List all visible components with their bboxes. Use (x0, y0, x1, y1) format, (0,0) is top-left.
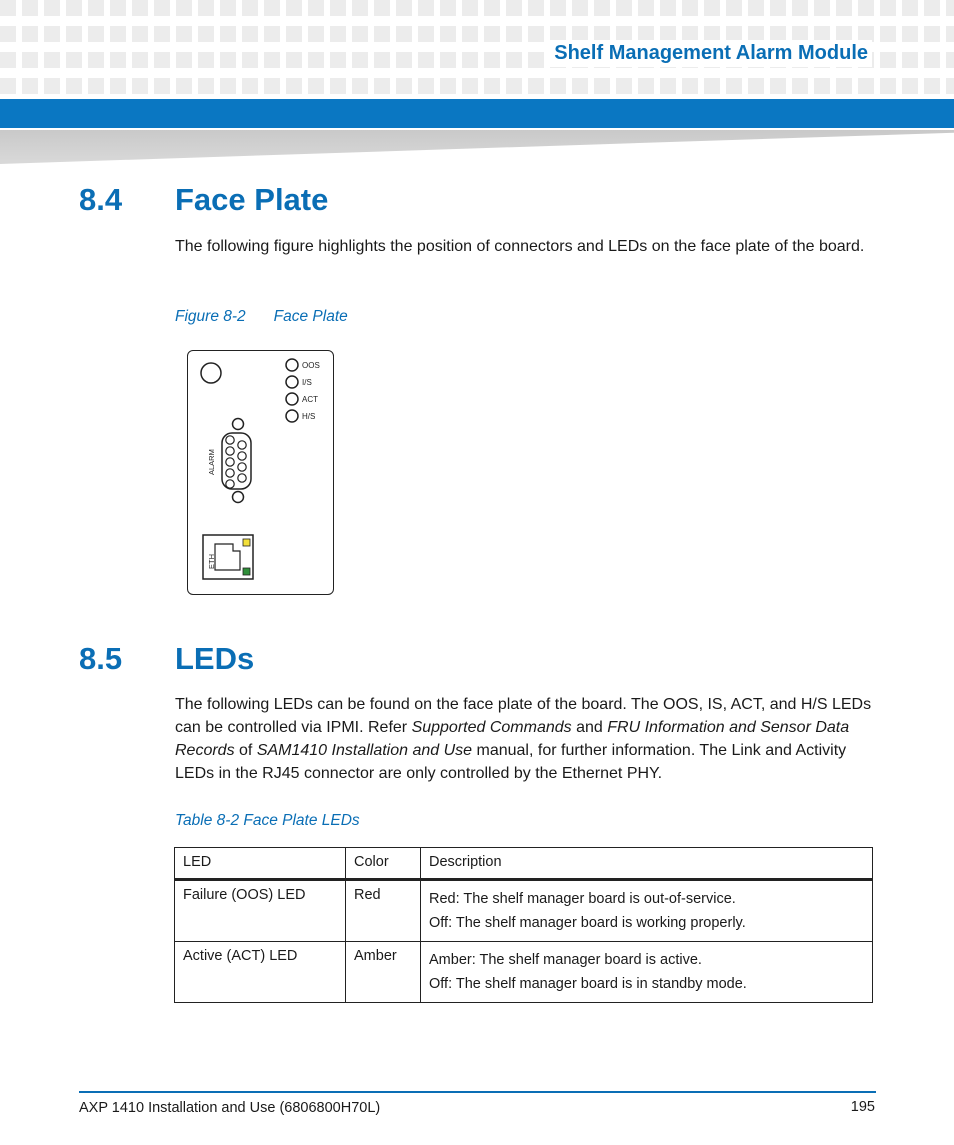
figure-caption (175, 308, 348, 326)
table-header-row (175, 848, 873, 880)
header-blue-bar (0, 99, 954, 128)
figure-title: Face Plate (273, 308, 348, 325)
face-plate-leds-table (174, 847, 873, 1003)
description-line: Amber: The shelf manager board is active. (429, 952, 702, 968)
alarm-label: ALARM (207, 449, 216, 475)
hs-led-icon (286, 410, 298, 422)
oos-led-label: OOS (302, 361, 320, 370)
page-number: 195 (850, 1099, 875, 1115)
figure-label: Figure 8-2 (175, 308, 246, 325)
column-header-led: LED (175, 848, 346, 880)
table-row (175, 880, 873, 942)
footer-rule (79, 1091, 876, 1093)
leds-intro-paragraph: The following LEDs can be found on the face plate of the board. The OOS, IS, ACT, and H/S LEDs can be controlled via IPMI. Refer Supported Commands and FRU Information and Sensor Data Records of SAM1410 Installation and Use manual, for further information. The Link and Activity LEDs in the RJ45 connector are only controlled by the Ethernet PHY. (175, 696, 872, 782)
rj45-socket-icon (215, 544, 240, 570)
alarm-screw-bottom-icon (233, 492, 244, 503)
ref-fru-information: FRU Information and Sensor Data Records (175, 719, 850, 759)
section-title-face-plate: Face Plate (175, 182, 329, 217)
cell-led: Active (ACT) LED (175, 942, 346, 1003)
eth-label: ETH (207, 554, 216, 569)
header-gray-wedge (0, 130, 954, 164)
description-line: Red: The shelf manager board is out-of-service. (429, 891, 736, 907)
act-led-icon (286, 393, 298, 405)
face-plate-figure (187, 350, 334, 595)
oos-led-icon (286, 359, 298, 371)
hs-led-label: H/S (302, 412, 316, 421)
table-row (175, 942, 873, 1003)
cell-color: Red (346, 880, 421, 942)
cell-description (421, 880, 873, 942)
description-line: Off: The shelf manager board is working properly. (429, 915, 746, 931)
column-header-color: Color (346, 848, 421, 880)
mounting-hole-icon (201, 363, 221, 383)
cell-color: Amber (346, 942, 421, 1003)
section-title-leds: LEDs (175, 641, 255, 676)
section-number-8-5: 8.5 (79, 641, 123, 676)
act-led-label: ACT (302, 395, 318, 404)
ref-supported-commands: Supported Commands (411, 719, 572, 736)
cell-led: Failure (OOS) LED (175, 880, 346, 942)
ref-sam1410-manual: SAM1410 Installation and Use (256, 742, 473, 759)
is-led-label: I/S (302, 378, 312, 387)
section-number-8-4: 8.4 (79, 182, 123, 217)
column-header-description: Description (421, 848, 873, 880)
description-line: Off: The shelf manager board is in standby mode. (429, 976, 747, 992)
alarm-connector-pins (226, 436, 246, 488)
is-led-icon (286, 376, 298, 388)
eth-activity-led-icon (243, 539, 250, 546)
running-header-title: Shelf Management Alarm Module (544, 40, 872, 67)
alarm-screw-top-icon (233, 419, 244, 430)
footer-document-title: AXP 1410 Installation and Use (6806800H70L) (79, 1100, 381, 1116)
cell-description (421, 942, 873, 1003)
face-plate-intro-paragraph: The following figure highlights the position of connectors and LEDs on the face plate of the board. (175, 238, 865, 255)
face-plate-drawing (188, 351, 335, 596)
eth-link-led-icon (243, 568, 250, 575)
table-caption: Table 8-2 Face Plate LEDs (175, 812, 360, 829)
